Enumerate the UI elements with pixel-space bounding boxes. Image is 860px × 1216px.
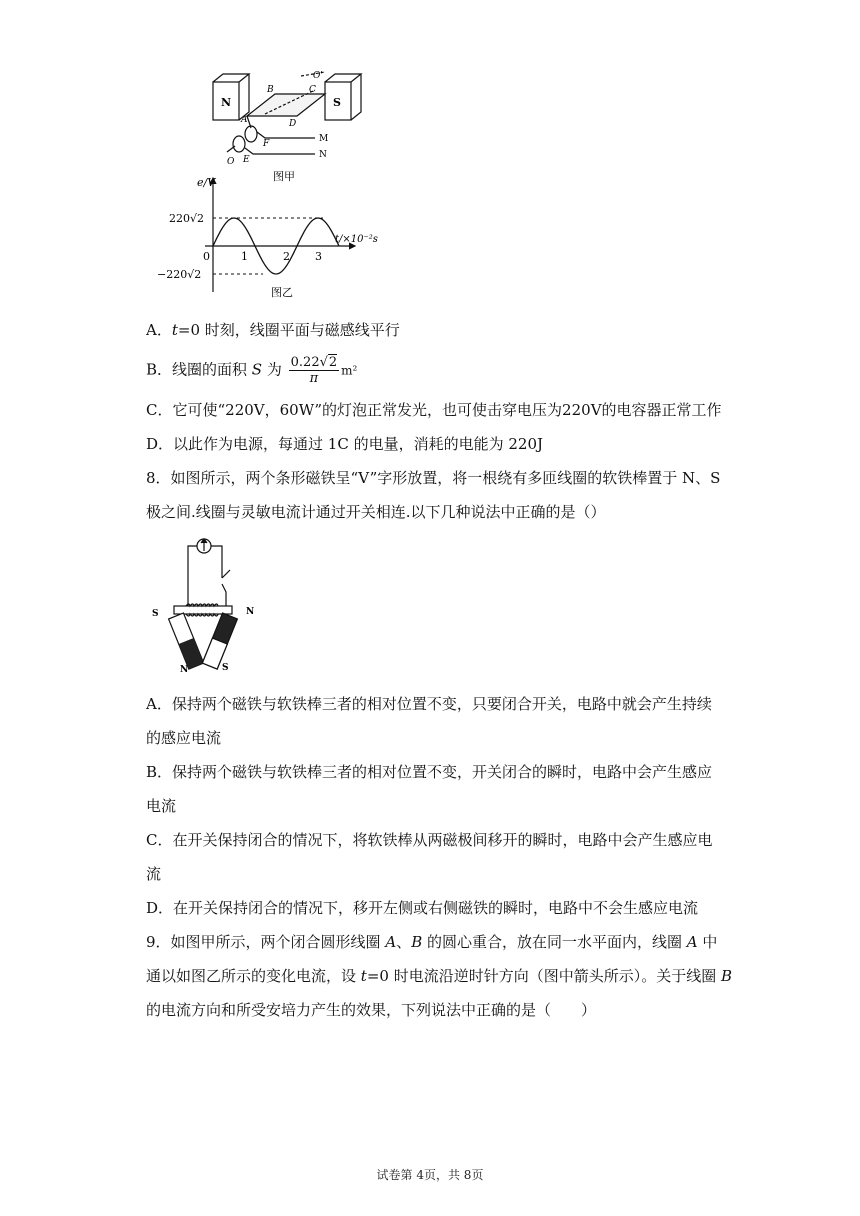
q8-stem-line1: 8．如图所示，两个条形磁铁呈“V”字形放置，将一根绕有多匝线圈的软铁棒置于 N、S xyxy=(146,469,721,487)
q8-option-d: D．在开关保持闭合的情况下，移开左侧或右侧磁铁的瞬时，电路中不会生感应电流 xyxy=(146,899,699,917)
figure-jia-generator xyxy=(205,68,385,188)
q7-option-c: C．它可使“220V，60W”的灯泡正常发光，也可使击穿电压为220V的电容器正常工作 xyxy=(146,401,722,419)
y-top-label: 220√2 xyxy=(169,212,205,225)
figure-yi-emf-graph xyxy=(155,172,395,302)
y-axis-label: e/V xyxy=(197,176,216,189)
x-axis-label: t/×10⁻²s xyxy=(335,234,378,245)
label-magnet-right-bottom-S: S xyxy=(222,663,229,673)
q7-option-d: D．以此作为电源，每通过 1C 的电量，消耗的电能为 220J xyxy=(146,435,543,453)
label-M: M xyxy=(319,134,329,144)
label-D: D xyxy=(289,119,297,129)
q8-option-a-line1: A．保持两个磁铁与软铁棒三者的相对位置不变，只要闭合开关，电路中就会产生持续 xyxy=(146,695,712,713)
label-B: B xyxy=(267,85,274,95)
label-magnet-right-top-N: N xyxy=(246,607,255,617)
q9-stem-line2: 通以如图乙所示的变化电流，设 t=0 时电流沿逆时针方向（图中箭头所示）。关于线圈 B xyxy=(146,967,732,985)
label-E: E xyxy=(243,155,250,165)
figure-v-magnets-galvanometer xyxy=(150,530,260,675)
tick-3: 3 xyxy=(315,250,322,263)
label-N-terminal: N xyxy=(319,150,327,160)
label-magnet-left-bottom-N: N xyxy=(180,665,189,675)
q8-option-c-line2: 流 xyxy=(146,865,162,883)
q8-option-c-line1: C．在开关保持闭合的情况下，将软铁棒从两磁极间移开的瞬时，电路中会产生感应电 xyxy=(146,831,713,849)
page-footer: 试卷第 4页，共 8页 xyxy=(376,1168,484,1182)
q7-option-a: A．t=0 时刻，线圈平面与磁感线平行 xyxy=(146,321,400,339)
q7-option-b: B．线圈的面积 S 为 $\frac{0.22√2}{\pi}$ m² xyxy=(146,355,358,386)
label-N-pole: N xyxy=(221,96,232,109)
figure-jia-caption: 图甲 xyxy=(273,170,295,183)
label-A: A xyxy=(241,115,248,125)
label-C: C xyxy=(309,85,316,95)
q8-option-b-line1: B．保持两个磁铁与软铁棒三者的相对位置不变，开关闭合的瞬时，电路中会产生感应 xyxy=(146,763,713,781)
label-F: F xyxy=(263,139,270,149)
figure-yi-caption: 图乙 xyxy=(271,286,293,299)
label-O-prime: O' xyxy=(313,71,323,81)
tick-0: 0 xyxy=(203,250,210,263)
tick-1: 1 xyxy=(241,250,248,263)
label-S-pole: S xyxy=(333,96,341,109)
q9-stem-line1: 9．如图甲所示，两个闭合圆形线圈 A、B 的圆心重合，放在同一水平面内，线圈 A 中 xyxy=(146,933,718,951)
tick-2: 2 xyxy=(283,250,290,263)
y-bottom-label: −220√2 xyxy=(157,268,202,281)
q9-stem-line3: 的电流方向和所受安培力产生的效果，下列说法中正确的是（ ） xyxy=(146,1001,597,1019)
q8-option-a-line2: 的感应电流 xyxy=(146,729,222,747)
label-magnet-left-top-S: S xyxy=(152,609,159,619)
label-O: O xyxy=(227,157,235,167)
q8-option-b-line2: 电流 xyxy=(146,797,177,815)
q8-stem-line2: 极之间.线圈与灵敏电流计通过开关相连.以下几种说法中正确的是（） xyxy=(146,503,606,521)
area-fraction: $\frac{0.22√2}{\pi}$ xyxy=(290,355,338,386)
